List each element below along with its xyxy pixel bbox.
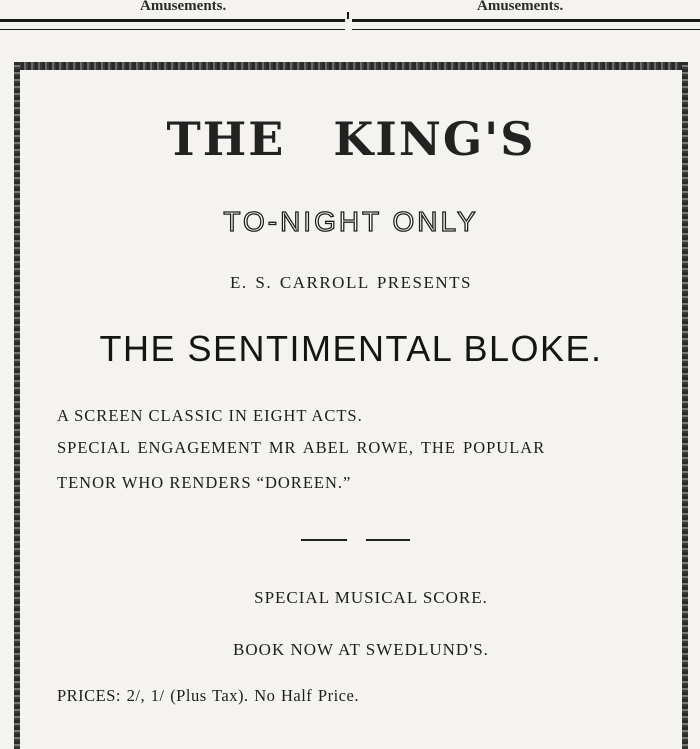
- tonight-only-heading: TO-NIGHT ONLY: [223, 206, 479, 237]
- theatre-name: THE KING'S: [166, 112, 536, 166]
- column-header-left: Amusements.: [140, 0, 227, 14]
- description-line-2: SPECIAL ENGAGEMENT MR ABEL ROWE, THE POPULAR: [57, 438, 546, 457]
- header-rule-right: [352, 19, 700, 22]
- column-divider: [347, 12, 349, 19]
- divider-dash-right: [366, 539, 410, 541]
- musical-score-line: SPECIAL MUSICAL SCORE.: [254, 588, 488, 607]
- presenter-line: E. S. CARROLL PRESENTS: [230, 273, 472, 292]
- divider-dash-left: [301, 539, 347, 541]
- header-rule-left: [0, 19, 345, 22]
- header-rule-right-thin: [352, 29, 700, 30]
- description-line-3: TENOR WHO RENDERS “DOREEN.”: [57, 473, 352, 492]
- prices-line: PRICES: 2/, 1/ (Plus Tax). No Half Price.: [57, 686, 359, 705]
- column-header-right: Amusements.: [477, 0, 564, 14]
- description-line-1: A SCREEN CLASSIC IN EIGHT ACTS.: [57, 406, 363, 425]
- film-title: THE SENTIMENTAL BLOKE.: [99, 328, 603, 369]
- header-rule-left-thin: [0, 29, 345, 30]
- ad-border-top: [14, 62, 688, 70]
- booking-line: BOOK NOW AT SWEDLUND'S.: [233, 640, 489, 659]
